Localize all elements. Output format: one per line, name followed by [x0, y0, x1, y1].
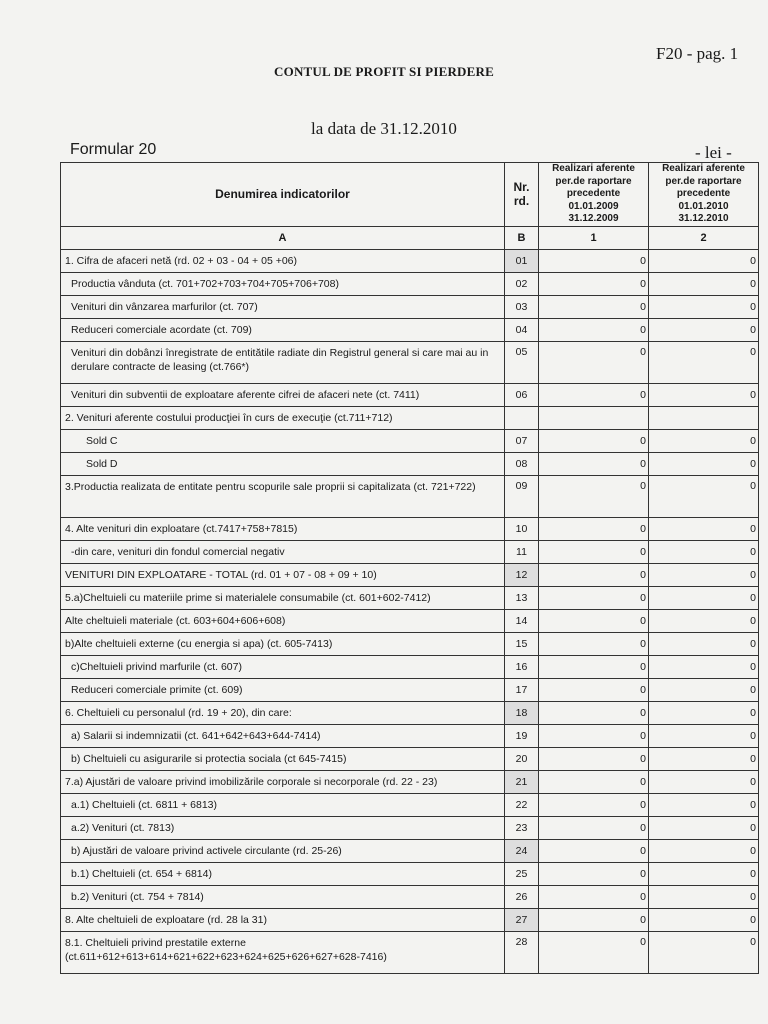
value-current-period: 0: [649, 475, 759, 517]
row-number: 20: [505, 747, 539, 770]
table-row: [61, 724, 759, 747]
value-previous-period: 0: [539, 341, 649, 383]
document-title: CONTUL DE PROFIT SI PIERDERE: [274, 64, 494, 79]
indicator-label: 7.a) Ajustări de valoare privind imobilizările corporale si necorporale (rd. 22 - 23): [61, 770, 505, 793]
indicator-label: a.1) Cheltuieli (ct. 6811 + 6813): [61, 793, 505, 816]
row-number: 08: [505, 452, 539, 475]
value-current-period: 0: [649, 701, 759, 724]
row-number: 05: [505, 341, 539, 383]
table-row: [61, 341, 759, 383]
column-letter-row: [61, 226, 759, 249]
value-current-period: 0: [649, 429, 759, 452]
table-row: [61, 862, 759, 885]
value-current-period: 0: [649, 908, 759, 931]
value-previous-period: 0: [539, 632, 649, 655]
page-number: F20 - pag. 1: [656, 44, 739, 63]
row-number: 02: [505, 272, 539, 295]
indicator-label: Reduceri comerciale acordate (ct. 709): [61, 318, 505, 341]
row-number: 04: [505, 318, 539, 341]
table-row: [61, 609, 759, 632]
value-current-period: 0: [649, 839, 759, 862]
row-number: 09: [505, 475, 539, 517]
row-number: 27: [505, 908, 539, 931]
indicator-label: Alte cheltuieli materiale (ct. 603+604+606+608): [61, 609, 505, 632]
indicator-label: Sold C: [61, 429, 505, 452]
table-row: [61, 586, 759, 609]
value-current-period: 0: [649, 452, 759, 475]
column-header-nr: Nr. rd.: [505, 163, 539, 227]
row-number: 28: [505, 931, 539, 973]
value-previous-period: 0: [539, 452, 649, 475]
value-current-period: 0: [649, 563, 759, 586]
row-number: 14: [505, 609, 539, 632]
value-previous-period: 0: [539, 701, 649, 724]
value-previous-period: 0: [539, 563, 649, 586]
row-number: 26: [505, 885, 539, 908]
value-previous-period: 0: [539, 793, 649, 816]
value-previous-period: 0: [539, 678, 649, 701]
table-row: [61, 563, 759, 586]
value-previous-period: 0: [539, 655, 649, 678]
value-current-period: 0: [649, 770, 759, 793]
indicator-label: b.1) Cheltuieli (ct. 654 + 6814): [61, 862, 505, 885]
row-number: 19: [505, 724, 539, 747]
row-number: 18: [505, 701, 539, 724]
indicator-label: 6. Cheltuieli cu personalul (rd. 19 + 20), din care:: [61, 701, 505, 724]
table-row: [61, 272, 759, 295]
indicator-label: -din care, venituri din fondul comercial negativ: [61, 540, 505, 563]
value-previous-period: 0: [539, 249, 649, 272]
value-current-period: 0: [649, 724, 759, 747]
value-previous-period: 0: [539, 724, 649, 747]
table-row: [61, 839, 759, 862]
row-number: 03: [505, 295, 539, 318]
column-letter: 2: [649, 226, 759, 249]
profit-loss-table: [60, 162, 759, 974]
column-letter: A: [61, 226, 505, 249]
value-previous-period: 0: [539, 839, 649, 862]
indicator-label: b) Ajustări de valoare privind activele circulante (rd. 25-26): [61, 839, 505, 862]
indicator-label: c)Cheltuieli privind marfurile (ct. 607): [61, 655, 505, 678]
row-number: 01: [505, 249, 539, 272]
indicator-label: Productia vânduta (ct. 701+702+703+704+705+706+708): [61, 272, 505, 295]
value-current-period: 0: [649, 885, 759, 908]
value-previous-period: 0: [539, 272, 649, 295]
column-letter: B: [505, 226, 539, 249]
indicator-label: 2. Venituri aferente costului producţiei în curs de execuţie (ct.711+712): [61, 406, 505, 429]
value-current-period: 0: [649, 816, 759, 839]
value-current-period: 0: [649, 295, 759, 318]
value-current-period: 0: [649, 793, 759, 816]
table-row: [61, 701, 759, 724]
table-row: [61, 452, 759, 475]
table-row: [61, 678, 759, 701]
table-row: [61, 383, 759, 406]
table-row: [61, 770, 759, 793]
indicator-label: 4. Alte venituri din exploatare (ct.7417+758+7815): [61, 517, 505, 540]
indicator-label: Sold D: [61, 452, 505, 475]
value-previous-period: 0: [539, 429, 649, 452]
indicator-label: Venituri din vânzarea marfurilor (ct. 707): [61, 295, 505, 318]
indicator-label: a.2) Venituri (ct. 7813): [61, 816, 505, 839]
value-previous-period: 0: [539, 318, 649, 341]
row-number: 12: [505, 563, 539, 586]
row-number: 07: [505, 429, 539, 452]
value-current-period: 0: [649, 678, 759, 701]
value-previous-period: 0: [539, 609, 649, 632]
value-current-period: 0: [649, 249, 759, 272]
row-number: 10: [505, 517, 539, 540]
table-row: [61, 249, 759, 272]
indicator-label: VENITURI DIN EXPLOATARE - TOTAL (rd. 01 + 07 - 08 + 09 + 10): [61, 563, 505, 586]
value-current-period: 0: [649, 272, 759, 295]
form-label: Formular 20: [70, 141, 157, 158]
indicator-label: Venituri din subventii de exploatare aferente cifrei de afaceri nete (ct. 7411): [61, 383, 505, 406]
value-previous-period: 0: [539, 475, 649, 517]
currency-label: - lei -: [695, 143, 732, 162]
table-row: [61, 908, 759, 931]
row-number: 22: [505, 793, 539, 816]
indicator-label: 8.1. Cheltuieli privind prestatile externe (ct.611+612+613+614+621+622+623+624+625+626+627+628-7416): [61, 931, 505, 973]
indicator-label: 8. Alte cheltuieli de exploatare (rd. 28 la 31): [61, 908, 505, 931]
table-row: [61, 931, 759, 973]
value-previous-period: 0: [539, 885, 649, 908]
value-previous-period: 0: [539, 540, 649, 563]
value-previous-period: 0: [539, 517, 649, 540]
value-current-period: 0: [649, 655, 759, 678]
value-previous-period: 0: [539, 747, 649, 770]
table-row: [61, 816, 759, 839]
table-row: [61, 885, 759, 908]
indicator-label: b)Alte cheltuieli externe (cu energia si apa) (ct. 605-7413): [61, 632, 505, 655]
row-number: 16: [505, 655, 539, 678]
value-previous-period: 0: [539, 931, 649, 973]
column-letter: 1: [539, 226, 649, 249]
value-current-period: 0: [649, 862, 759, 885]
value-current-period: 0: [649, 517, 759, 540]
row-number: 25: [505, 862, 539, 885]
value-current-period: 0: [649, 747, 759, 770]
table-row: [61, 632, 759, 655]
row-number: 21: [505, 770, 539, 793]
table-row: [61, 406, 759, 429]
table-row: [61, 540, 759, 563]
row-number: 11: [505, 540, 539, 563]
table-row: [61, 318, 759, 341]
row-number: 17: [505, 678, 539, 701]
indicator-label: a) Salarii si indemnizatii (ct. 641+642+643+644-7414): [61, 724, 505, 747]
value-current-period: 0: [649, 540, 759, 563]
table-header-row: [61, 163, 759, 227]
row-number: 06: [505, 383, 539, 406]
value-previous-period: 0: [539, 770, 649, 793]
value-current-period: [649, 406, 759, 429]
value-previous-period: 0: [539, 816, 649, 839]
row-number: 23: [505, 816, 539, 839]
table-row: [61, 793, 759, 816]
table-row: [61, 475, 759, 517]
value-previous-period: 0: [539, 908, 649, 931]
table-row: [61, 517, 759, 540]
row-number: [505, 406, 539, 429]
value-current-period: 0: [649, 632, 759, 655]
table-row: [61, 747, 759, 770]
value-current-period: 0: [649, 318, 759, 341]
value-previous-period: [539, 406, 649, 429]
indicator-label: b) Cheltuieli cu asigurarile si protectia sociala (ct 645-7415): [61, 747, 505, 770]
value-previous-period: 0: [539, 586, 649, 609]
row-number: 13: [505, 586, 539, 609]
value-current-period: 0: [649, 609, 759, 632]
value-current-period: 0: [649, 931, 759, 973]
indicator-label: b.2) Venituri (ct. 754 + 7814): [61, 885, 505, 908]
indicator-label: 1. Cifra de afaceri netă (rd. 02 + 03 - 04 + 05 +06): [61, 249, 505, 272]
value-current-period: 0: [649, 341, 759, 383]
value-current-period: 0: [649, 586, 759, 609]
column-header-previous-period: Realizari aferente per.de raportare precedente 01.01.2009 31.12.2009: [539, 163, 649, 227]
indicator-label: Reduceri comerciale primite (ct. 609): [61, 678, 505, 701]
value-previous-period: 0: [539, 862, 649, 885]
table-row: [61, 295, 759, 318]
value-previous-period: 0: [539, 295, 649, 318]
value-current-period: 0: [649, 383, 759, 406]
column-header-current-period: Realizari aferente per.de raportare precedente 01.01.2010 31.12.2010: [649, 163, 759, 227]
value-previous-period: 0: [539, 383, 649, 406]
table-row: [61, 655, 759, 678]
indicator-label: Venituri din dobânzi înregistrate de entitătile radiate din Registrul general si care mai au in derulare contracte de leasing (ct.766*): [61, 341, 505, 383]
indicator-label: 5.a)Cheltuieli cu materiile prime si materialele consumabile (ct. 601+602-7412): [61, 586, 505, 609]
column-header-name: Denumirea indicatorilor: [61, 163, 505, 227]
indicator-label: 3.Productia realizata de entitate pentru scopurile sale proprii si capitalizata (ct. 721+722): [61, 475, 505, 517]
table-row: [61, 429, 759, 452]
report-date: la data de 31.12.2010: [311, 119, 457, 138]
row-number: 15: [505, 632, 539, 655]
row-number: 24: [505, 839, 539, 862]
